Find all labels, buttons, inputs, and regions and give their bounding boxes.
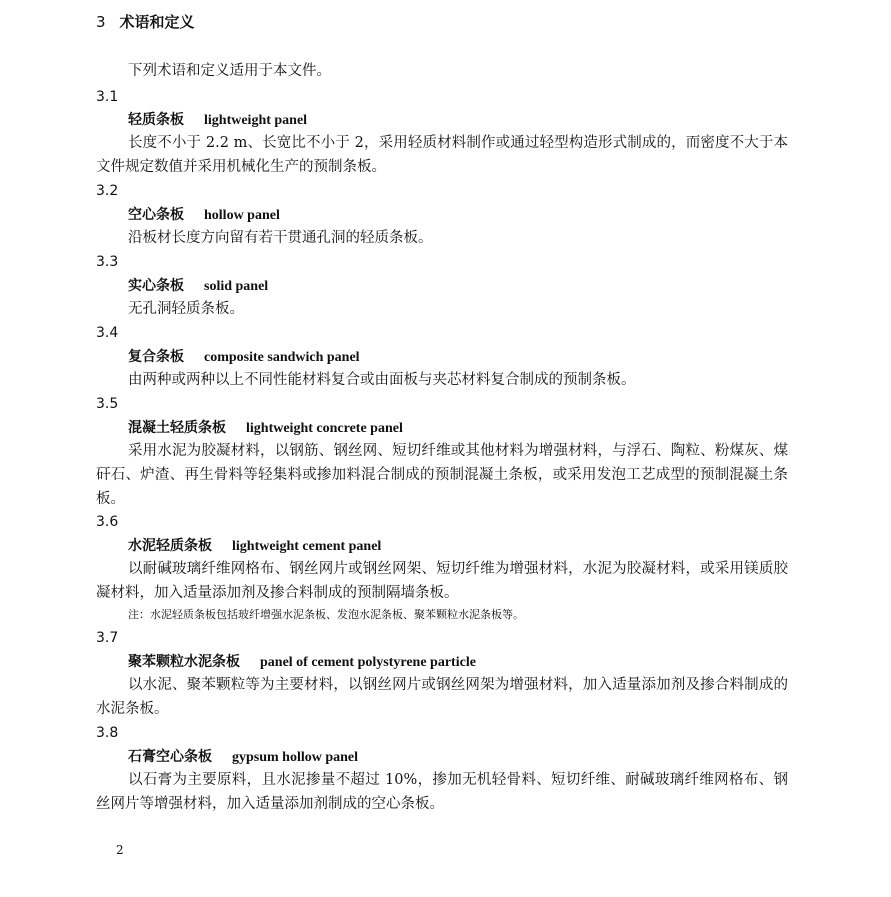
term-en: composite sandwich panel [204,350,360,365]
term-definition: 无孔洞轻质条板。 [128,301,244,317]
term-en: hollow panel [204,208,280,223]
term-title [128,421,403,436]
term-number: 3.4 [96,325,119,341]
page-number: 2 [116,843,124,857]
section-number: 3 [96,13,106,31]
term-definition: 由两种或两种以上不同性能材料复合或由面板与夹芯材料复合制成的预制条板。 [128,372,636,388]
term-number: 3.5 [96,396,119,412]
term-number: 3.7 [96,630,119,646]
term-en: solid panel [204,279,269,294]
term-en: lightweight panel [204,113,308,128]
section-heading [96,15,195,30]
term-title [128,279,268,294]
term-number: 3.6 [96,514,119,530]
term-title [128,655,476,670]
term-zh: 水泥轻质条板 [128,538,212,554]
term-zh: 混凝土轻质条板 [128,420,226,436]
term-en: lightweight cement panel [232,539,382,554]
term-title [128,539,381,554]
term-title [128,350,360,365]
term-title [128,208,280,223]
term-definition: 采用水泥为胶凝材料，以钢筋、钢丝网、短切纤维或其他材料为增强材料，与浮石、陶粒、粉煤灰、煤矸石、炉渣、再生骨料等轻集料或掺加料混合制成的预制混凝土条板，或采用发泡工艺成型的预制混凝土条板。 [96,443,788,507]
term-title [128,750,358,765]
term-zh: 石膏空心条板 [128,749,212,765]
term-definition: 以水泥、聚苯颗粒等为主要材料，以钢丝网片或钢丝网架为增强材料，加入适量添加剂及掺合料制成的水泥条板。 [96,677,788,717]
term-title [128,113,307,128]
term-number: 3.3 [96,254,119,270]
term-zh: 聚苯颗粒水泥条板 [128,654,240,670]
term-definition: 沿板材长度方向留有若干贯通孔洞的轻质条板。 [128,230,433,246]
term-number: 3.1 [96,89,119,105]
section-title: 术语和定义 [119,13,195,31]
intro-text: 下列术语和定义适用于本文件。 [128,63,331,79]
term-en: panel of cement polystyrene particle [260,655,476,670]
term-definition: 长度不小于 2.2 m、长宽比不小于 2，采用轻质材料制作或通过轻型构造形式制成的，而密度不大于本文件规定数值并采用机械化生产的预制条板。 [96,135,788,175]
term-note: 注：水泥轻质条板包括玻纤增强水泥条板、发泡水泥条板、聚苯颗粒水泥条板等。 [128,608,524,621]
term-zh: 轻质条板 [128,112,184,128]
term-en: gypsum hollow panel [232,750,359,765]
term-en: lightweight concrete panel [246,421,403,436]
term-zh: 实心条板 [128,278,184,294]
term-definition: 以石膏为主要原料，且水泥掺量不超过 10%，掺加无机轻骨料、短切纤维、耐碱玻璃纤维网格布、钢丝网片等增强材料，加入适量添加剂制成的空心条板。 [96,772,788,812]
term-zh: 空心条板 [128,207,184,223]
term-zh: 复合条板 [128,349,184,365]
term-definition: 以耐碱玻璃纤维网格布、钢丝网片或钢丝网架、短切纤维为增强材料，水泥为胶凝材料，或采用镁质胶凝材料，加入适量添加剂及掺合料制成的预制隔墙条板。 [96,561,788,601]
term-number: 3.2 [96,183,119,199]
term-number: 3.8 [96,725,119,741]
